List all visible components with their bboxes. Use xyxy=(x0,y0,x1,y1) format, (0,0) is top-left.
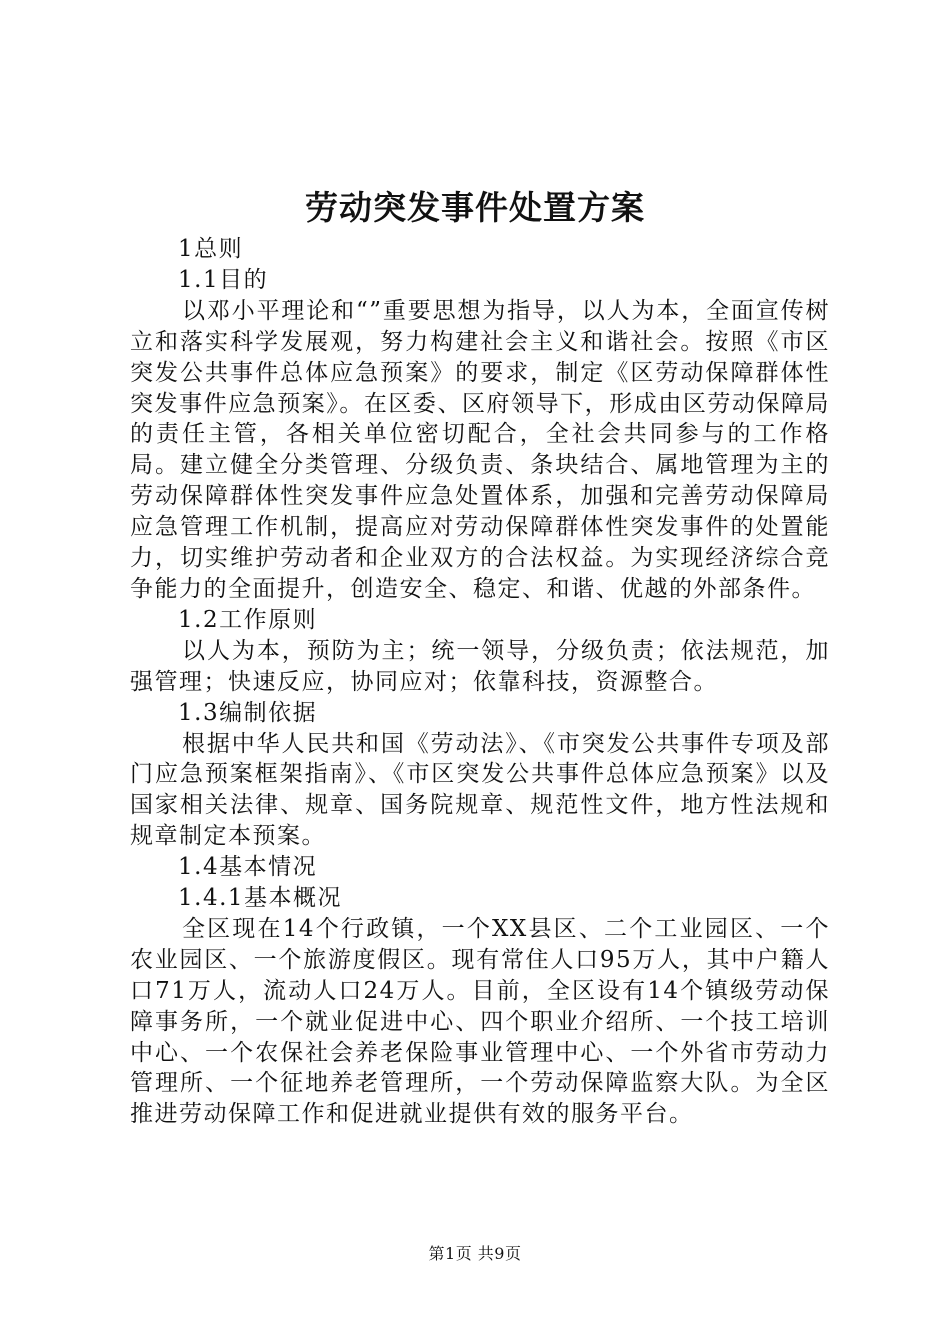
paragraph-overview: 全区现在14个行政镇，一个XX县区、二个工业园区、一个农业园区、一个旅游度假区。现有常住人口95万人，其中户籍人口71万人，流动人口24万人。目前，全区设有14个镇级劳动保障事务所，一个就业促进中心、四个职业介绍所、一个技工培训中心、一个农保社会养老保险事业管理中心、一个外省市劳动力管理所、一个征地养老管理所，一个劳动保障监察大队。为全区推进劳动保障工作和促进就业提供有效的服务平台。 xyxy=(130,915,830,1128)
document-body xyxy=(130,234,830,1130)
paragraph-basis: 根据中华人民共和国《劳动法》、《市突发公共事件专项及部门应急预案框架指南》、《市区突发公共事件总体应急预案》以及国家相关法律、规章、国务院规章、规范性文件，地方性法规和规章制定本预案。 xyxy=(130,730,830,850)
section-heading-general: 1总则 xyxy=(178,236,244,262)
section-heading-principles: 1.2工作原则 xyxy=(178,606,318,633)
paragraph-purpose: 以邓小平理论和“”重要思想为指导，以人为本，全面宣传树立和落实科学发展观，努力构建社会主义和谐社会。按照《市区突发公共事件总体应急预案》的要求，制定《区劳动保障群体性突发事件应急预案》。在区委、区府领导下，形成由区劳动保障局的责任主管，各相关单位密切配合，全社会共同参与的工作格局。建立健全分类管理、分级负责、条块结合、属地管理为主的劳动保障群体性突发事件应急处置体系，加强和完善劳动保障局应急管理工作机制，提高应对劳动保障群体性突发事件的处置能力，切实维护劳动者和企业双方的合法权益。为实现经济综合竞争能力的全面提升，创造安全、稳定、和谐、优越的外部条件。 xyxy=(130,297,830,602)
paragraph-principles: 以人为本，预防为主；统一领导，分级负责；依法规范，加强管理；快速反应，协同应对；依靠科技，资源整合。 xyxy=(130,637,830,695)
section-heading-basis: 1.3编制依据 xyxy=(178,699,318,726)
section-heading-overview: 1.4.1基本概况 xyxy=(178,885,343,912)
document-title: 劳动突发事件处置方案 xyxy=(305,188,645,227)
section-heading-basic-situation: 1.4基本情况 xyxy=(178,854,318,881)
page-number-footer: 第1页 共9页 xyxy=(428,1244,522,1263)
section-heading-purpose: 1.1目的 xyxy=(178,266,269,293)
